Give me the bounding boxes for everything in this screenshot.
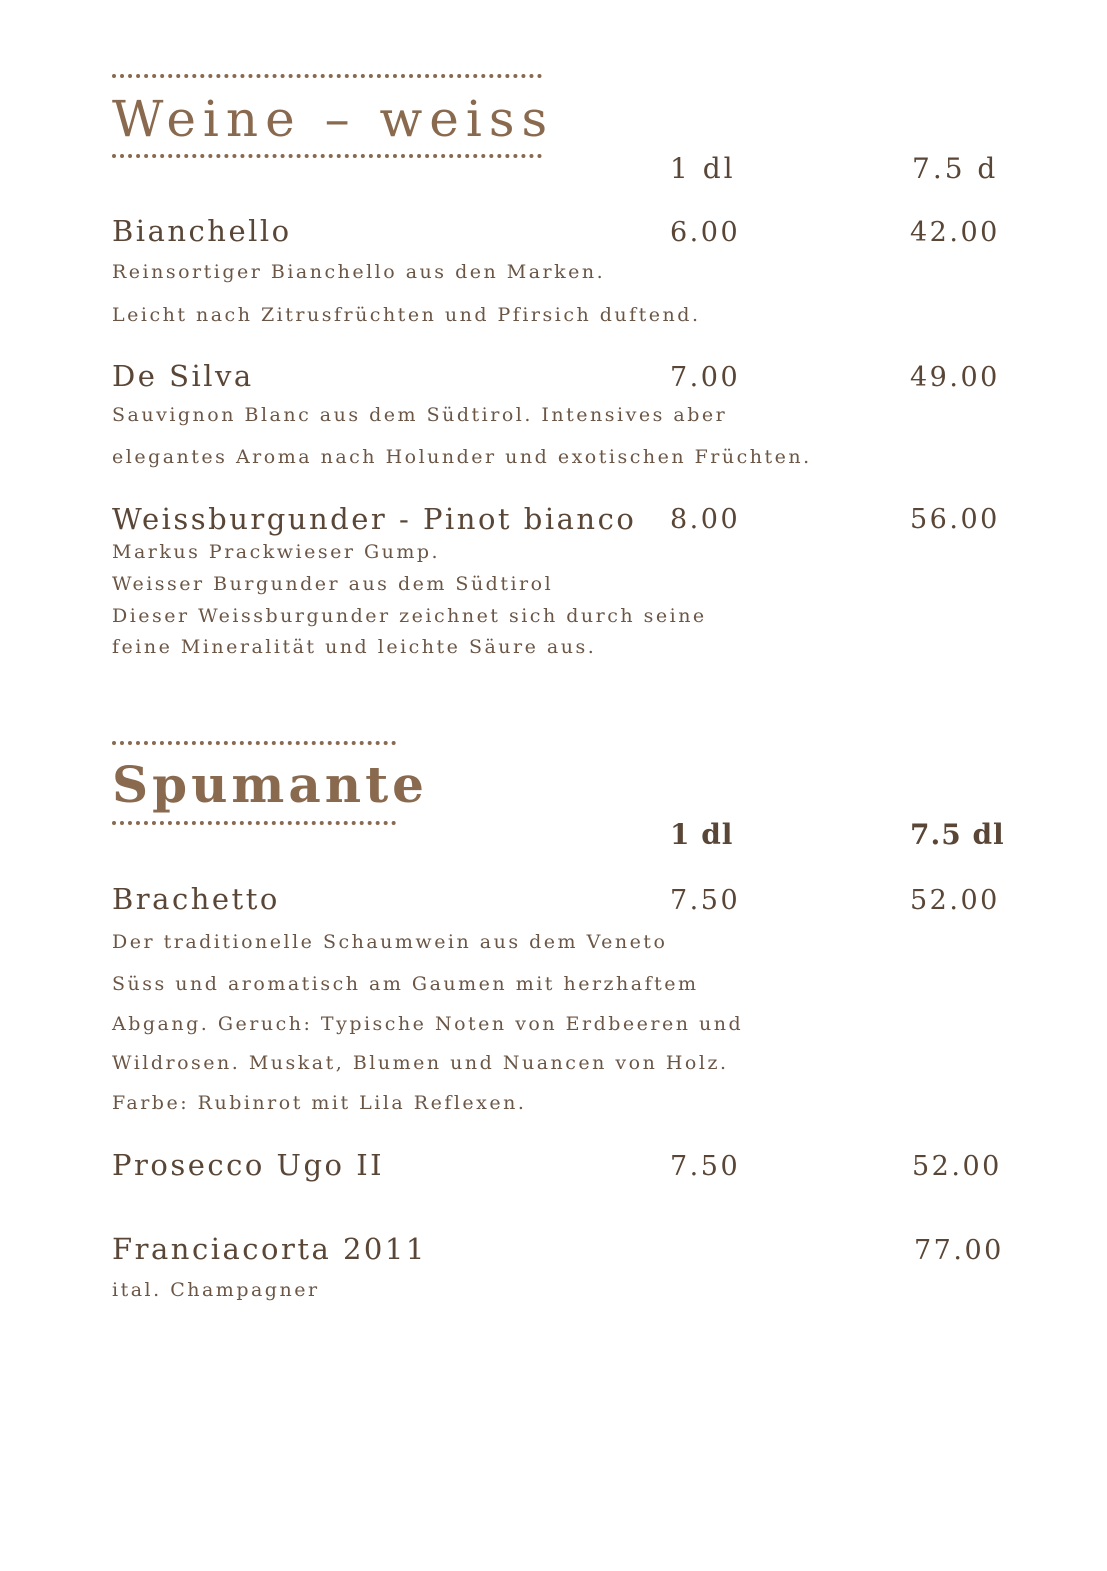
column-header-small: 1 dl xyxy=(670,818,734,851)
wine-name: Bianchello xyxy=(112,214,292,248)
wine-name: Weissburgunder - Pinot bianco xyxy=(112,502,637,536)
section-title-spumante: Spumante xyxy=(112,755,428,814)
wine-description: Dieser Weissburgunder zeichnet sich durch seine xyxy=(112,605,707,627)
price-large: 77.00 xyxy=(914,1235,1004,1266)
price-small: 7.00 xyxy=(670,362,741,393)
column-header-large: 7.5 d xyxy=(912,152,999,185)
wine-name: De Silva xyxy=(112,359,254,393)
title-bottom-rule xyxy=(112,154,542,158)
price-small: 7.50 xyxy=(670,885,741,916)
price-large: 42.00 xyxy=(910,217,1000,248)
price-large: 49.00 xyxy=(910,362,1000,393)
wine-description: Weisser Burgunder aus dem Südtirol xyxy=(112,573,554,595)
wine-description: Abgang. Geruch: Typische Noten von Erdbeeren und xyxy=(112,1013,744,1035)
price-small: 6.00 xyxy=(670,217,741,248)
title-top-rule xyxy=(112,741,396,745)
wine-description: elegantes Aroma nach Holunder und exotischen Früchten. xyxy=(112,446,812,468)
section-title-weine-weiss: Weine – weiss xyxy=(112,90,555,148)
wine-description: Der traditionelle Schaumwein aus dem Veneto xyxy=(112,931,668,953)
wine-description: Süss und aromatisch am Gaumen mit herzhaftem xyxy=(112,973,699,995)
wine-description: Wildrosen. Muskat, Blumen und Nuancen von Holz. xyxy=(112,1052,729,1074)
wine-description: Reinsortiger Bianchello aus den Marken. xyxy=(112,261,606,283)
title-bottom-rule xyxy=(112,821,396,825)
price-small: 8.00 xyxy=(670,504,741,535)
wine-description: Leicht nach Zitrusfrüchten und Pfirsich duftend. xyxy=(112,304,701,326)
column-header-small: 1 dl xyxy=(670,152,736,185)
wine-name: Franciacorta 2011 xyxy=(112,1232,427,1266)
price-small: 7.50 xyxy=(670,1151,741,1182)
price-large: 56.00 xyxy=(910,504,1000,535)
wine-description: Farbe: Rubinrot mit Lila Reflexen. xyxy=(112,1092,527,1114)
wine-description: feine Mineralität und leichte Säure aus. xyxy=(112,636,597,658)
wine-description: Markus Prackwieser Gump. xyxy=(112,541,441,563)
wine-description: ital. Champagner xyxy=(112,1279,320,1301)
wine-name: Brachetto xyxy=(112,882,280,916)
title-top-rule xyxy=(112,74,542,78)
column-header-large: 7.5 dl xyxy=(910,818,1005,851)
price-large: 52.00 xyxy=(910,885,1000,916)
price-large: 52.00 xyxy=(912,1151,1002,1182)
wine-name: Prosecco Ugo II xyxy=(112,1148,385,1182)
wine-description: Sauvignon Blanc aus dem Südtirol. Intensives aber xyxy=(112,404,728,426)
